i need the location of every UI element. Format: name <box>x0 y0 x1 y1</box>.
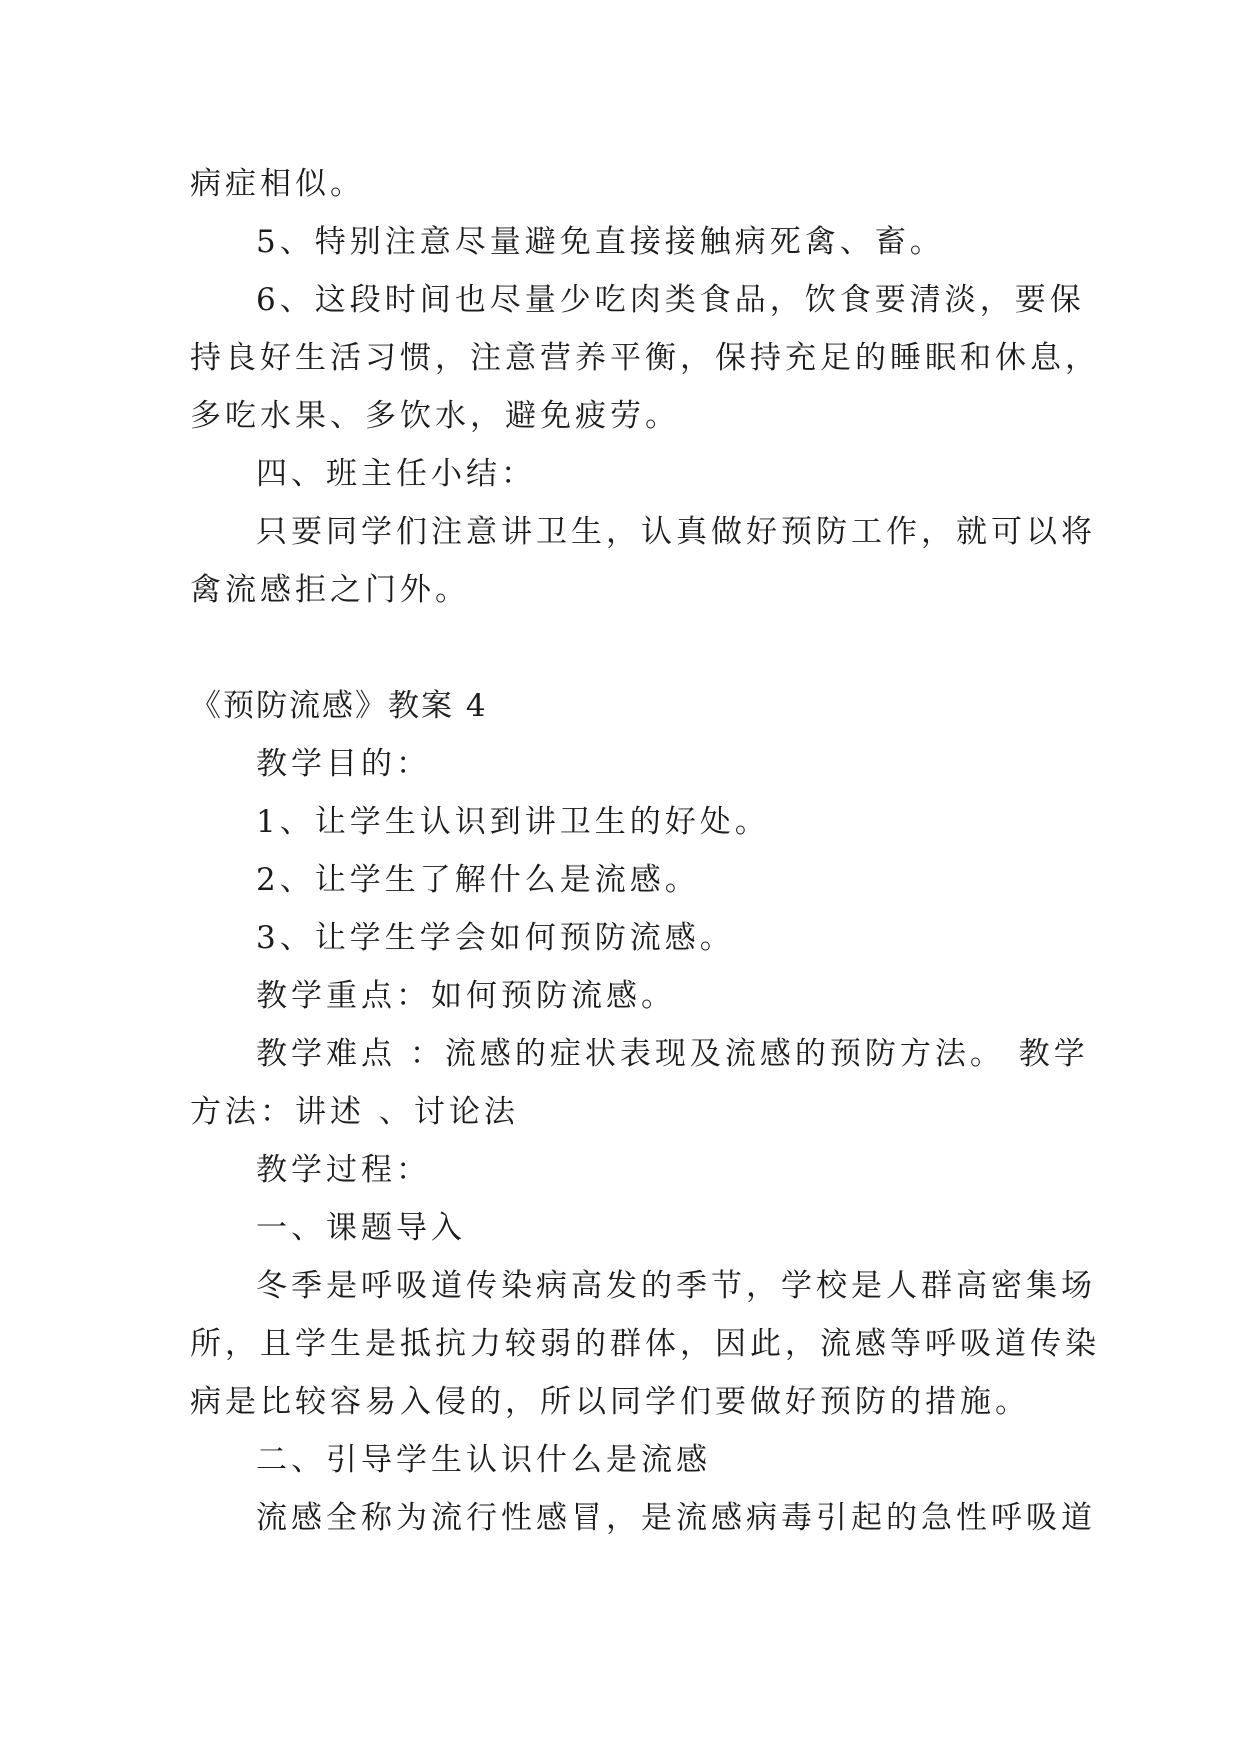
paragraph-line: 持良好生活习惯，注意营养平衡，保持充足的睡眠和休息， <box>190 340 1100 376</box>
document-title: 《预防流感》教案 4 <box>190 688 488 724</box>
paragraph-line: 方法：讲述 、讨论法 <box>190 1094 519 1130</box>
paragraph-line: 多吃水果、多饮水，避免疲劳。 <box>190 398 680 434</box>
list-item: 3、让学生学会如何预防流感。 <box>256 920 735 956</box>
paragraph-line: 禽流感拒之门外。 <box>190 572 470 608</box>
list-item: 5、特别注意尽量避免直接接触病死禽、畜。 <box>256 224 945 260</box>
section-heading: 一、课题导入 <box>256 1210 466 1246</box>
section-heading: 教学目的： <box>256 746 431 782</box>
paragraph-line: 教学重点：如何预防流感。 <box>256 978 676 1014</box>
paragraph-line: 冬季是呼吸道传染病高发的季节，学校是人群高密集场 <box>256 1268 1096 1304</box>
list-item: 2、让学生了解什么是流感。 <box>256 862 700 898</box>
document-body <box>190 155 1100 1547</box>
paragraph-line: 所，且学生是抵抗力较弱的群体，因此，流感等呼吸道传染 <box>190 1326 1100 1362</box>
section-heading: 四、班主任小结： <box>256 456 536 492</box>
paragraph-line: 病是比较容易入侵的，所以同学们要做好预防的措施。 <box>190 1384 1030 1420</box>
paragraph-line: 病症相似。 <box>190 166 365 202</box>
list-item: 6、这段时间也尽量少吃肉类食品，饮食要清淡，要保 <box>256 282 1085 318</box>
paragraph-line: 教学难点 ：流感的症状表现及流感的预防方法。 教学 <box>256 1036 1089 1072</box>
list-item: 1、让学生认识到讲卫生的好处。 <box>256 804 770 840</box>
section-heading: 二、引导学生认识什么是流感 <box>256 1442 711 1478</box>
section-gap <box>190 619 1060 677</box>
section-heading: 教学过程： <box>256 1152 431 1188</box>
paragraph-line: 流感全称为流行性感冒，是流感病毒引起的急性呼吸道 <box>256 1500 1096 1536</box>
paragraph-line: 只要同学们注意讲卫生，认真做好预防工作，就可以将 <box>256 514 1096 550</box>
